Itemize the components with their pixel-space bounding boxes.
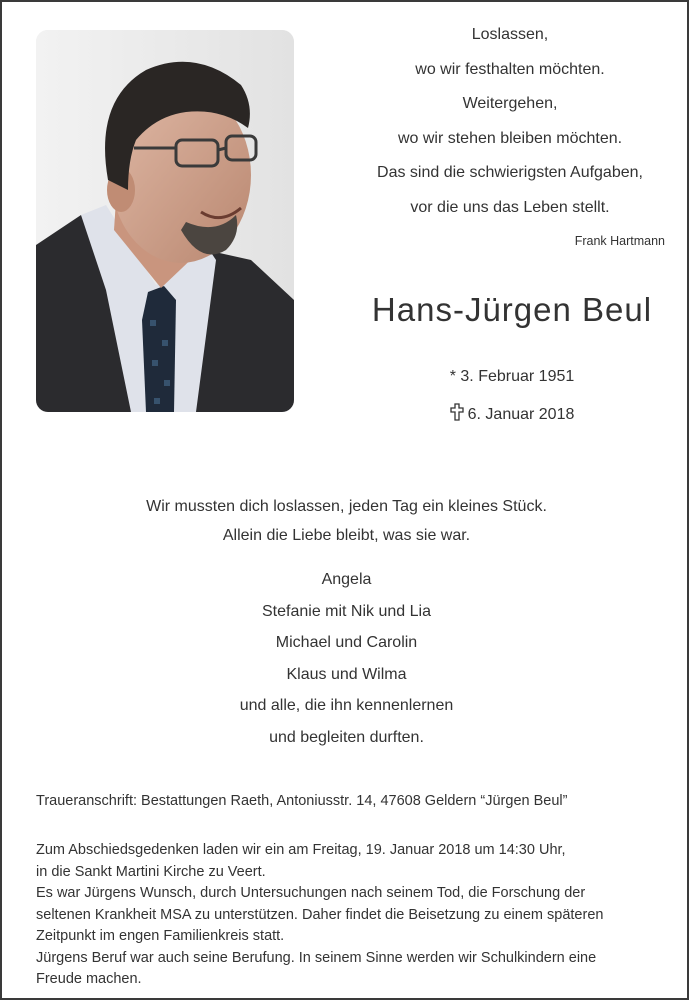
notice-line: seltenen Krankheit MSA zu unterstützen. Daher findet die Beisetzung zu einem späteren <box>36 906 604 923</box>
death-date: 6. Januar 2018 <box>467 406 575 423</box>
cross-icon <box>450 403 464 421</box>
birth-date: * 3. Februar 1951 <box>449 368 575 385</box>
farewell-quote <box>2 492 689 550</box>
notice-line: Freude machen. <box>36 971 142 987</box>
family-list <box>2 564 689 753</box>
quote-line: Allein die Liebe bleibt, was sie war. <box>222 527 471 544</box>
notice-line: Zeitpunkt im engen Familienkreis statt. <box>36 928 285 944</box>
life-dates <box>382 358 642 434</box>
deceased-name: Hans-Jürgen Beul <box>371 291 653 328</box>
poem-line: Weitergehen, <box>462 95 558 112</box>
poem-line: wo wir festhalten möchten. <box>415 60 605 78</box>
notice-line: Es war Jürgens Wunsch, durch Untersuchungen nach seinem Tod, die Forschung der <box>36 885 586 901</box>
family-member: und begleiten durften. <box>269 728 424 746</box>
poem-author: Frank Hartmann <box>574 234 665 248</box>
family-member: Klaus und Wilma <box>286 665 407 683</box>
poem-line: wo wir stehen bleiben möchten. <box>397 129 623 147</box>
poem-line: vor die uns das Leben stellt. <box>410 198 610 216</box>
death-date-row <box>382 396 642 434</box>
notice-line: Jürgens Beruf war auch seine Berufung. In seinem Sinne werden wir Schulkindern eine <box>36 949 597 966</box>
family-member: Stefanie mit Nik und Lia <box>262 602 431 620</box>
notice-line: Zum Abschiedsgedenken laden wir ein am Freitag, 19. Januar 2018 um 14:30 Uhr, <box>36 842 566 858</box>
poem-line: Das sind die schwierigsten Aufgaben, <box>377 164 643 181</box>
mourning-address: Traueranschrift: Bestattungen Raeth, Antoniusstr. 14, 47608 Geldern “Jürgen Beul” <box>36 793 568 809</box>
poem <box>342 18 678 225</box>
notice-line: in die Sankt Martini Kirche zu Veert. <box>36 863 266 880</box>
poem-line: Loslassen, <box>471 26 549 43</box>
memorial-notice <box>36 840 676 991</box>
portrait-photo <box>36 30 294 412</box>
quote-line: Wir mussten dich loslassen, jeden Tag ein kleines Stück. <box>146 498 547 515</box>
family-member: Michael und Carolin <box>275 634 418 651</box>
family-member: und alle, die ihn kennenlernen <box>239 697 454 714</box>
family-member: Angela <box>321 571 372 588</box>
